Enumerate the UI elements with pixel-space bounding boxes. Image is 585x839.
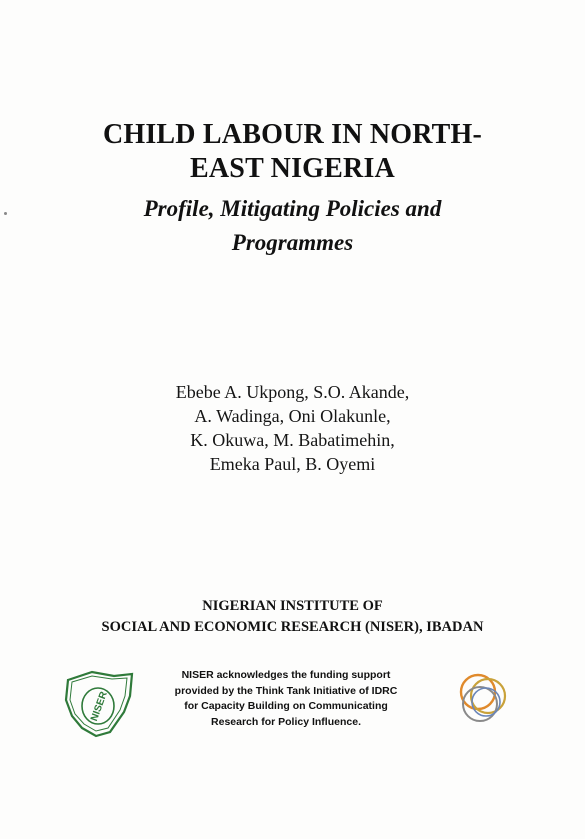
institute-line-2: SOCIAL AND ECONOMIC RESEARCH (NISER), IBADAN (101, 619, 484, 635)
author-line-1: Ebebe A. Ukpong, S.O. Akande, (175, 382, 410, 402)
ack-line-2: provided by the Think Tank Initiative of IDRC (174, 684, 398, 697)
author-line-4: Emeka Paul, B. Oyemi (209, 454, 376, 474)
funding-acknowledgement (136, 668, 436, 730)
scan-speck (4, 212, 7, 215)
niser-logo-text: NISER (89, 690, 110, 723)
subtitle-line-2: Programmes (231, 230, 354, 255)
ack-line-4: Research for Policy Influence. (211, 715, 361, 728)
cover-title (0, 118, 585, 186)
author-line-2: A. Wadinga, Oni Olakunle, (194, 406, 391, 426)
publisher-institute (0, 596, 585, 638)
ack-line-1: NISER acknowledges the funding support (181, 669, 391, 681)
institute-line-1: NIGERIAN INSTITUTE OF (202, 598, 383, 614)
cover-subtitle (0, 192, 585, 260)
ack-line-3: for Capacity Building on Communicating (184, 700, 388, 712)
ttci-rings-logo-icon (450, 666, 514, 730)
title-line-2: EAST NIGERIA (190, 153, 395, 184)
subtitle-line-1: Profile, Mitigating Policies and (143, 196, 442, 221)
author-line-3: K. Okuwa, M. Babatimehin, (190, 430, 395, 450)
author-list (0, 380, 585, 476)
title-line-1: CHILD LABOUR IN NORTH- (102, 119, 483, 150)
niser-logo-icon (62, 666, 136, 740)
